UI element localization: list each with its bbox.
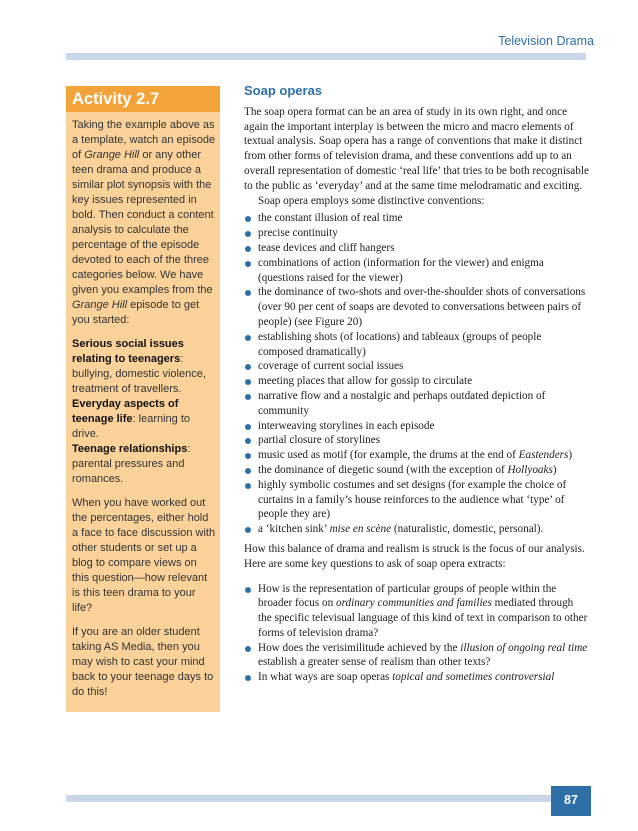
category-label: Teenage relationships [72, 443, 188, 455]
list-item: How does the verisimilitude achieved by the illusion of ongoing real time establish a greater sense of realism than other texts? [244, 641, 589, 671]
list-item: the dominance of diegetic sound (with the exception of Hollyoaks) [244, 463, 589, 478]
list-item: narrative flow and a nostalgic and perhaps outdated depiction of community [244, 389, 589, 419]
running-header: Television Drama [498, 34, 594, 48]
list-item: highly symbolic costumes and set designs (for example the choice of curtains in a family’s house reinforces to the audience what ‘type’ of people they are) [244, 478, 589, 522]
section-title: Soap operas [244, 83, 323, 98]
activity-paragraph: When you have worked out the percentages, either hold a face to face discussion with other students or set up a blog to compare views on this question—how relevant is this teen drama to your life? [72, 497, 216, 614]
list-item: establishing shots (of locations) and tableaux (groups of people composed dramatically) [244, 330, 589, 360]
questions-list [244, 582, 589, 686]
activity-title: Activity 2.7 [66, 86, 220, 112]
page-number: 87 [551, 786, 591, 816]
list-item: partial closure of storylines [244, 433, 589, 448]
list-item: the constant illusion of real time [244, 211, 589, 226]
category-text: : learning to drive. [72, 413, 191, 440]
activity-intro: Taking the example above as a template, watch an episode of Grange Hill or any other teen drama and produce a similar plot synopsis with the key issues represented in bold. Then conduct a content analysis to calculate the percentage of the episode devoted to each of the three categories below. We have given you examples from the Grange Hill episode to get you started: [72, 119, 216, 326]
list-item: precise continuity [244, 226, 589, 241]
list-item: In what ways are soap operas topical and sometimes controversial [244, 670, 589, 685]
list-item: music used as motif (for example, the drums at the end of Eastenders) [244, 448, 589, 463]
list-item: a ‘kitchen sink’ mise en scène (naturalistic, domestic, personal). [244, 522, 589, 537]
category-text: : parental pressures and romances. [72, 443, 191, 485]
category-text: : bullying, domestic violence, treatment of travellers. [72, 353, 206, 395]
list-item: tease devices and cliff hangers [244, 241, 589, 256]
balance-paragraph: How this balance of drama and realism is struck is the focus of our analysis. Here are some key questions to ask of soap opera extracts: [244, 542, 585, 570]
list-item: coverage of current social issues [244, 359, 589, 374]
conventions-list [244, 211, 589, 537]
activity-categories [72, 337, 216, 487]
activity-body [66, 112, 220, 700]
list-item: interweaving storylines in each episode [244, 419, 589, 434]
list-item: meeting places that allow for gossip to circulate [244, 374, 589, 389]
intro-paragraph: The soap opera format can be an area of study in its own right, and once again the important interplay is between the micro and macro elements of textual analysis. Soap opera has a range of conventions that make it distinct from other forms of television drama, and these conventions add up to an overall representation of domestic ‘real life’ that tries to be both recognisable to the public as ‘everyday’ and at the same time melodramatic and exciting. [244, 105, 589, 192]
list-item: combinations of action (information for the viewer) and enigma (questions raised for the viewer) [244, 256, 589, 286]
main-column [244, 84, 589, 690]
category-label: Everyday aspects of teenage life [72, 398, 179, 425]
header-rule [66, 53, 586, 60]
category-item [72, 397, 216, 442]
list-item: the dominance of two-shots and over-the-shoulder shots of conversations (over 90 per cent of soaps are devoted to conversations between pairs of people) (see Figure 20) [244, 285, 589, 329]
activity-paragraph: If you are an older student taking AS Media, then you may wish to cast your mind back to your teenage days to do this! [72, 626, 214, 698]
activity-box [66, 86, 220, 712]
list-item: How is the representation of particular groups of people within the broader focus on ordinary communities and families mediated through the specific televisual language of this kind of text in comparison to other forms of television drama? [244, 582, 589, 641]
category-item [72, 442, 216, 487]
category-item [72, 337, 216, 397]
intro-paragraph-2: Soap opera employs some distinctive conventions: [258, 194, 485, 207]
footer-rule [66, 795, 586, 802]
category-label: Serious social issues relating to teenagers [72, 338, 184, 365]
